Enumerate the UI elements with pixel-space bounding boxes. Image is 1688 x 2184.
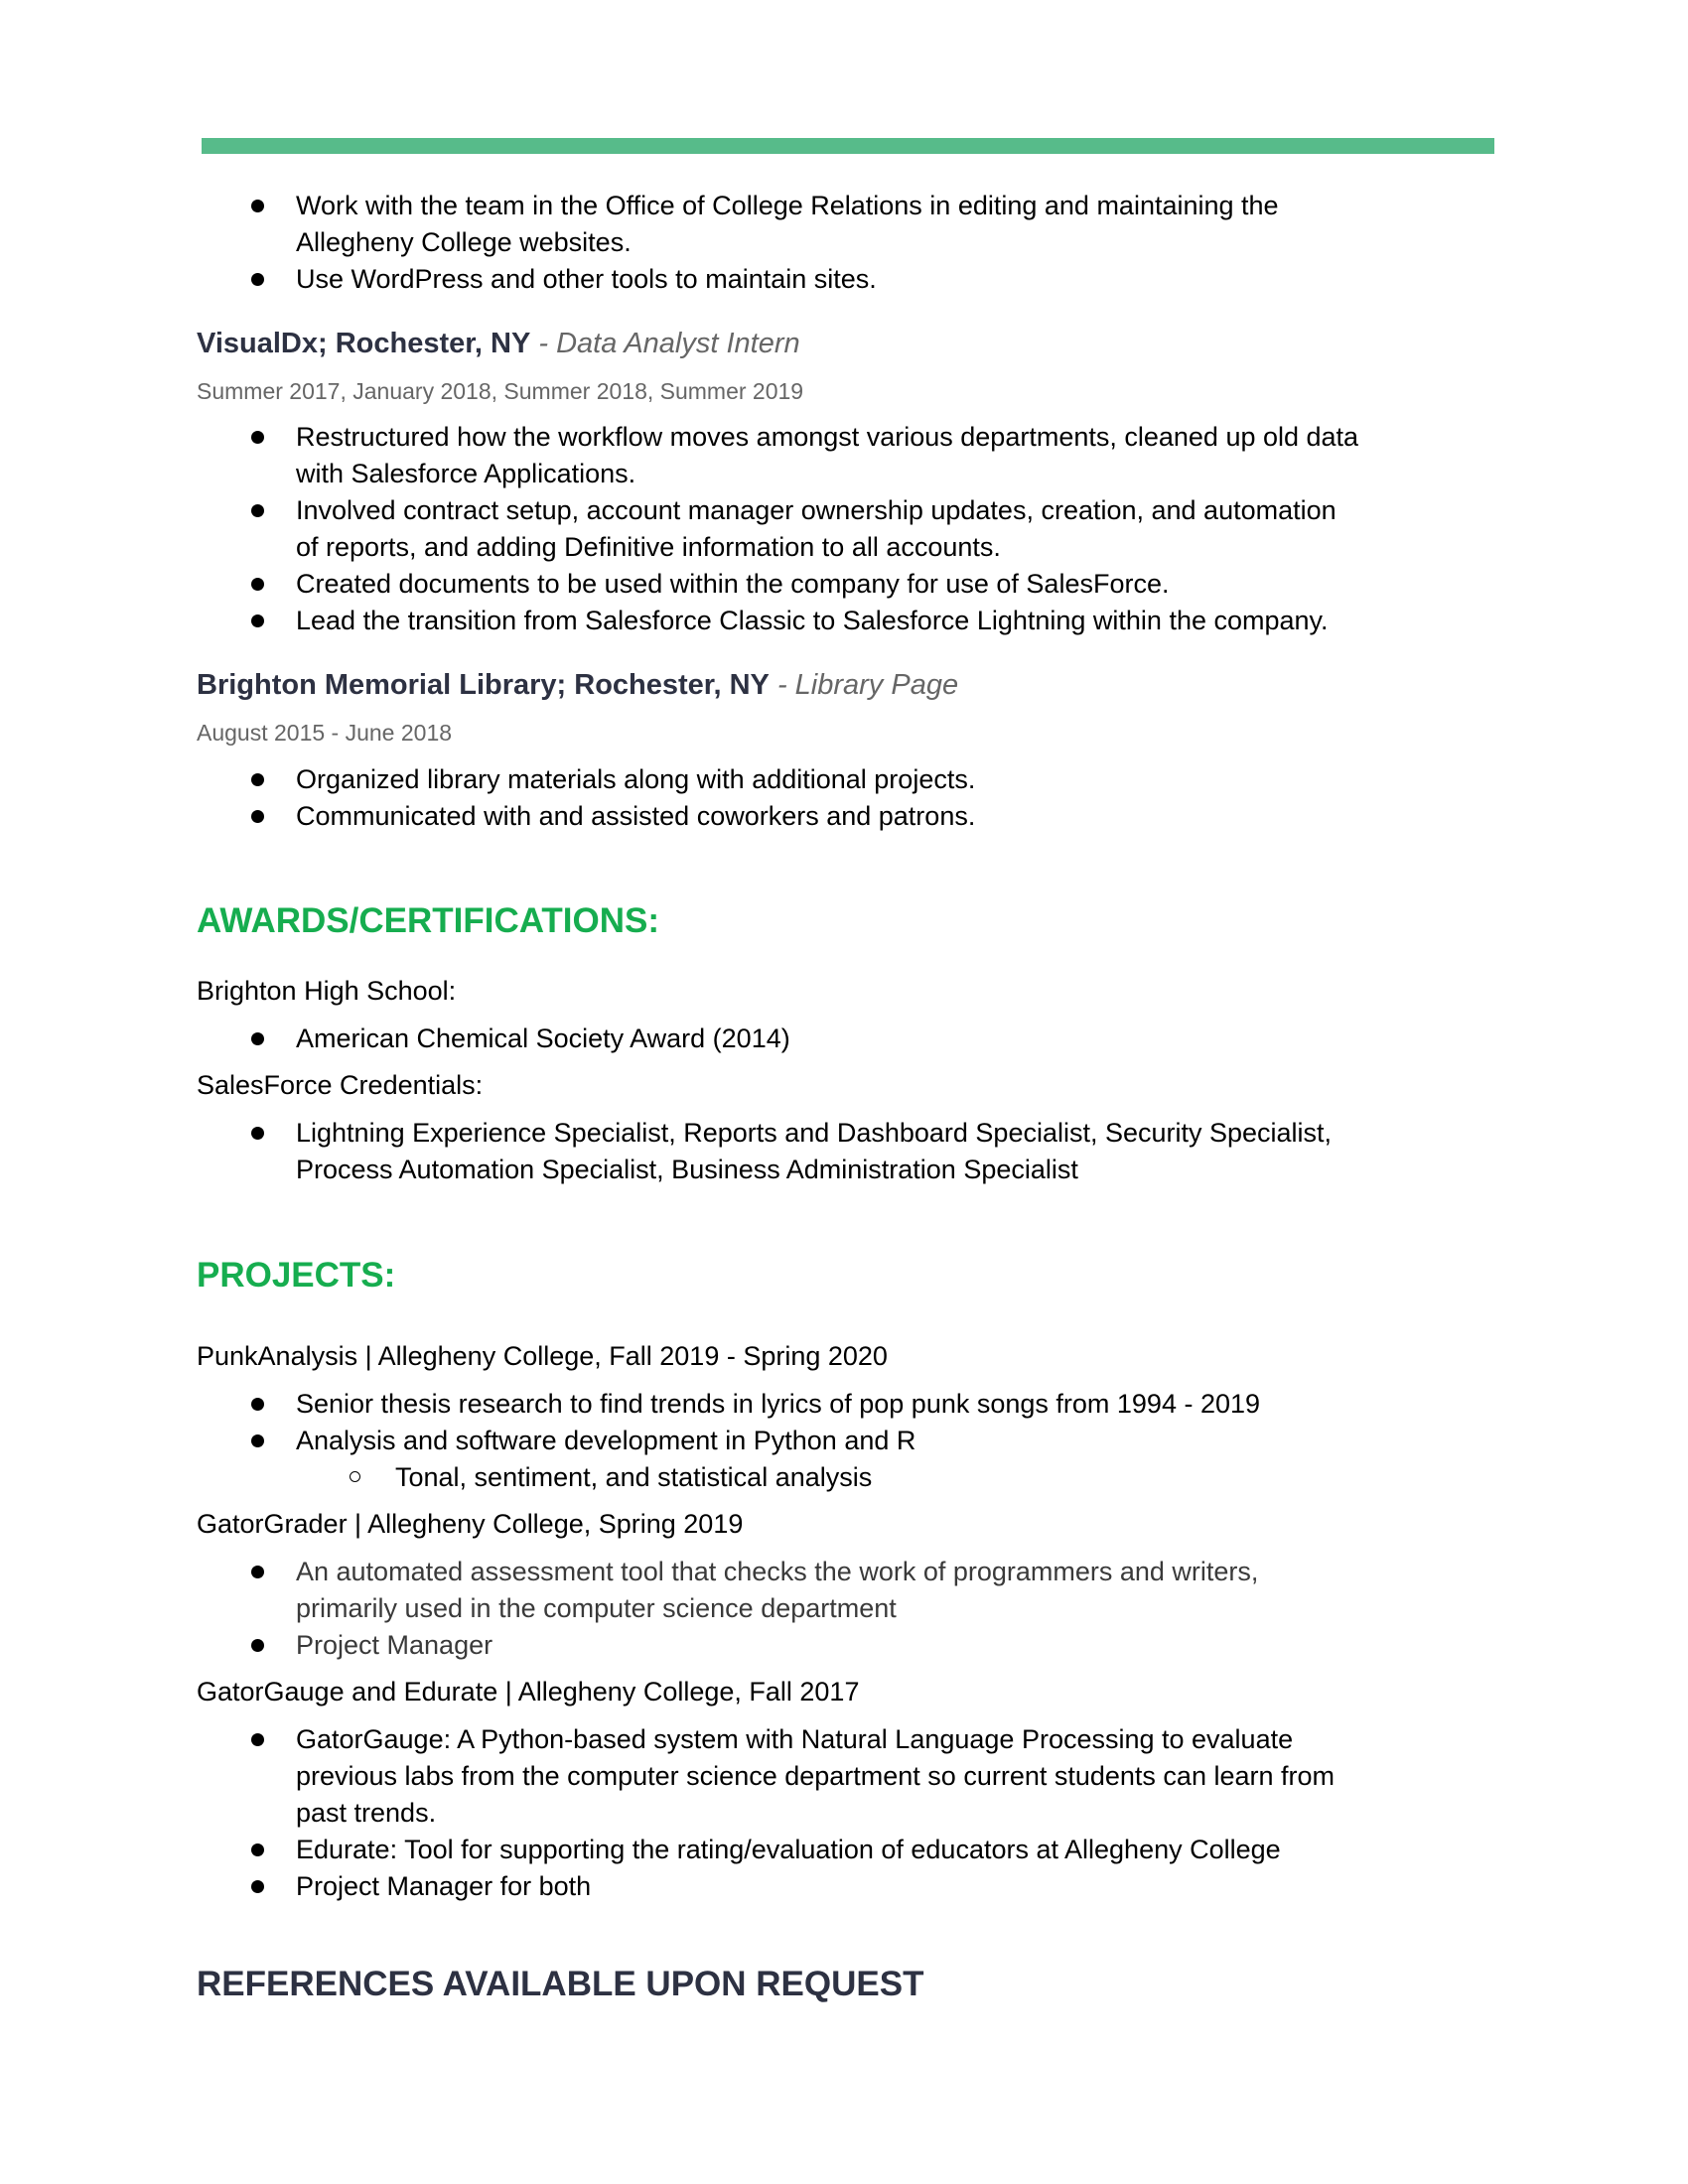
bullet-text: Analysis and software development in Python and R bbox=[296, 1426, 916, 1455]
bullet-text: Restructured how the workflow moves amongst various departments, cleaned up old data bbox=[296, 422, 1359, 452]
bullet-icon bbox=[251, 200, 264, 212]
project-title: GatorGauge and Edurate | Allegheny College, Fall 2017 bbox=[197, 1677, 860, 1706]
company-name: VisualDx; Rochester, NY bbox=[197, 328, 531, 359]
job-role: - Data Analyst Intern bbox=[530, 328, 800, 359]
job-role: - Library Page bbox=[769, 669, 959, 701]
bullet-icon bbox=[251, 773, 264, 786]
job-heading bbox=[197, 669, 958, 701]
project-title: PunkAnalysis | Allegheny College, Fall 2019 - Spring 2020 bbox=[197, 1341, 888, 1371]
bullet-text: Project Manager bbox=[296, 1630, 493, 1660]
award-group-label: SalesForce Credentials: bbox=[197, 1070, 484, 1100]
sub-bullet-text: Tonal, sentiment, and statistical analysis bbox=[395, 1462, 873, 1492]
bullet-text: primarily used in the computer science department bbox=[296, 1593, 897, 1623]
bullet-text: Edurate: Tool for supporting the rating/evaluation of educators at Allegheny College bbox=[296, 1835, 1281, 1864]
bullet-icon bbox=[251, 431, 264, 444]
bullet-icon bbox=[251, 1733, 264, 1746]
section-heading-projects: PROJECTS: bbox=[197, 1256, 396, 1295]
bullet-text: previous labs from the computer science department so current students can learn from bbox=[296, 1761, 1335, 1791]
project-title: GatorGrader | Allegheny College, Spring 2019 bbox=[197, 1509, 744, 1539]
bullet-text: Created documents to be used within the company for use of SalesForce. bbox=[296, 569, 1170, 599]
bullet-text: Involved contract setup, account manager ownership updates, creation, and automation bbox=[296, 495, 1336, 525]
bullet-text: Allegheny College websites. bbox=[296, 227, 632, 257]
accent-bar bbox=[202, 138, 1494, 154]
bullet-text: Senior thesis research to find trends in lyrics of pop punk songs from 1994 - 2019 bbox=[296, 1389, 1261, 1419]
references-heading: REFERENCES AVAILABLE UPON REQUEST bbox=[197, 1965, 924, 2003]
bullet-text: An automated assessment tool that checks the work of programmers and writers, bbox=[296, 1557, 1259, 1586]
bullet-text: Project Manager for both bbox=[296, 1871, 592, 1901]
bullet-text: American Chemical Society Award (2014) bbox=[296, 1024, 790, 1053]
job-heading bbox=[197, 328, 800, 359]
bullet-icon bbox=[251, 1127, 264, 1140]
bullet-text: of reports, and adding Definitive information to all accounts. bbox=[296, 532, 1001, 562]
bullet-icon bbox=[251, 810, 264, 823]
job-dates: Summer 2017, January 2018, Summer 2018, Summer 2019 bbox=[197, 378, 804, 404]
bullet-icon bbox=[251, 1843, 264, 1856]
bullet-text: Use WordPress and other tools to maintain sites. bbox=[296, 264, 877, 294]
bullet-icon bbox=[251, 1639, 264, 1652]
bullet-icon bbox=[251, 273, 264, 286]
job-dates: August 2015 - June 2018 bbox=[197, 720, 453, 746]
bullet-text: Lightning Experience Specialist, Reports and Dashboard Specialist, Security Specialist, bbox=[296, 1118, 1333, 1148]
bullet-text: Organized library materials along with additional projects. bbox=[296, 764, 976, 794]
bullet-icon bbox=[251, 504, 264, 517]
bullet-text: with Salesforce Applications. bbox=[296, 459, 636, 488]
bullet-icon bbox=[251, 1398, 264, 1411]
bullet-icon bbox=[251, 1880, 264, 1893]
bullet-text: Communicated with and assisted coworkers and patrons. bbox=[296, 801, 976, 831]
bullet-text: past trends. bbox=[296, 1798, 437, 1828]
bullet-icon bbox=[251, 1032, 264, 1045]
bullet-text: Lead the transition from Salesforce Classic to Salesforce Lightning within the company. bbox=[296, 606, 1329, 635]
bullet-icon bbox=[251, 1434, 264, 1447]
bullet-text: Process Automation Specialist, Business Administration Specialist bbox=[296, 1155, 1078, 1184]
bullet-icon bbox=[251, 1566, 264, 1578]
sub-bullet-circle-icon bbox=[350, 1471, 360, 1482]
section-heading-awards: AWARDS/CERTIFICATIONS: bbox=[197, 901, 660, 940]
bullet-text: Work with the team in the Office of College Relations in editing and maintaining the bbox=[296, 191, 1279, 220]
company-name: Brighton Memorial Library; Rochester, NY bbox=[197, 669, 770, 701]
bullet-text: GatorGauge: A Python-based system with Natural Language Processing to evaluate bbox=[296, 1724, 1294, 1754]
award-group-label: Brighton High School: bbox=[197, 976, 457, 1006]
bullet-icon bbox=[251, 614, 264, 627]
bullet-icon bbox=[251, 578, 264, 591]
